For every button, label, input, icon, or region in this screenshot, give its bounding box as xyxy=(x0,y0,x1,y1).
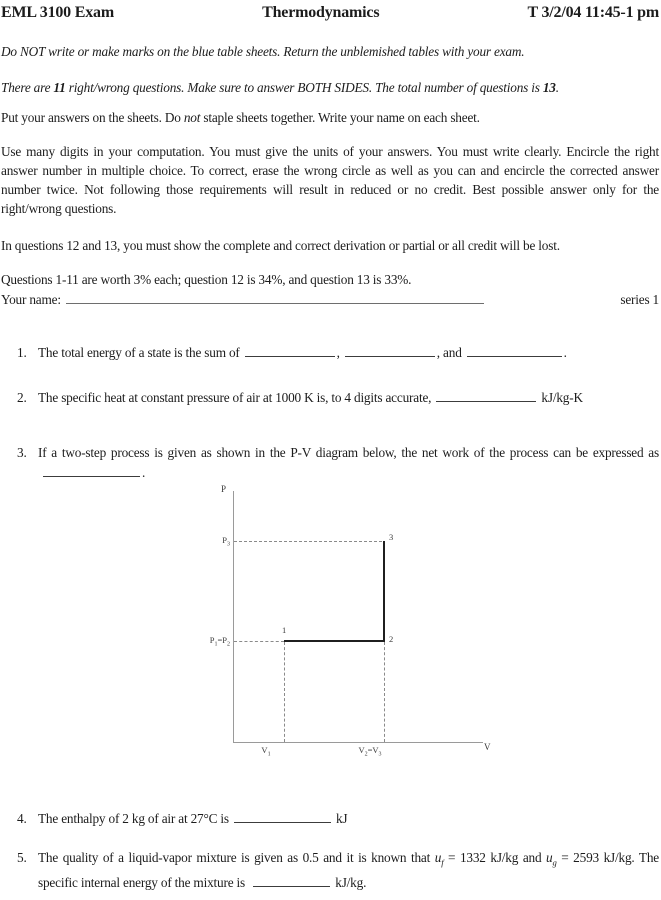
label-run: V xyxy=(372,744,379,755)
point-label-1: 1 xyxy=(282,624,287,635)
question-number: 4. xyxy=(17,810,27,826)
question-run: The enthalpy of 2 kg of air at 27°C is xyxy=(38,810,229,826)
question-text xyxy=(38,809,659,828)
count-right-wrong: 11 xyxy=(53,80,66,96)
y-axis-label: P xyxy=(221,483,227,494)
process-line-2-3 xyxy=(383,541,385,641)
count-total: 13 xyxy=(542,80,556,96)
label-sub: 3 xyxy=(227,541,230,548)
math-sub-g: g xyxy=(552,857,557,868)
question-text xyxy=(38,388,659,407)
question-number: 3. xyxy=(17,445,27,461)
question-run: . xyxy=(563,345,567,361)
math-sub-f: f xyxy=(441,857,444,868)
tick-label-v1 xyxy=(256,746,276,760)
dashed-guide-p3 xyxy=(234,541,382,542)
answer-blank xyxy=(43,466,140,477)
instruction-run: Put your answers on the sheets. Do xyxy=(1,110,184,126)
x-axis-label: V xyxy=(484,741,491,752)
instruction-run: right/wrong questions. Make sure to answer BOTH SIDES. The total number of questions is xyxy=(65,80,543,96)
instruction-answers-on-sheets xyxy=(1,108,659,127)
instruction-derivation: In questions 12 and 13, you must show the complete and correct derivation or partial or all credit will be lost. xyxy=(1,238,560,254)
process-line-1-2 xyxy=(284,640,385,642)
question-run: = 2593 kJ/kg. The specific internal energy of the mixture is xyxy=(38,850,659,890)
question-1 xyxy=(1,343,659,362)
tick-label-v2v3 xyxy=(351,746,389,760)
label-run: V xyxy=(261,744,268,755)
instruction-run: . xyxy=(555,80,559,96)
label-run: P xyxy=(222,534,227,545)
math-var-ug: u xyxy=(546,850,553,866)
question-text xyxy=(38,343,659,362)
exam-course-title: EML 3100 Exam xyxy=(1,4,114,21)
point-label-3: 3 xyxy=(389,531,394,542)
answer-blank-1 xyxy=(245,346,335,357)
label-run: = xyxy=(367,744,373,755)
question-run: = 1332 kJ/kg and xyxy=(443,850,547,866)
x-axis xyxy=(233,742,483,743)
question-text xyxy=(38,848,659,892)
question-3 xyxy=(1,443,659,481)
pv-diagram xyxy=(201,484,521,769)
question-run: , and xyxy=(436,345,462,361)
exam-datetime: T 3/2/04 11:45-1 pm xyxy=(527,4,659,21)
label-run: P xyxy=(222,634,227,645)
y-axis xyxy=(233,491,234,743)
label-sub: 1 xyxy=(214,641,218,648)
instruction-run: There are xyxy=(1,80,54,96)
question-2 xyxy=(1,388,659,407)
unit-label: kJ/kg. xyxy=(335,874,367,890)
math-var-uf: u xyxy=(434,850,442,866)
question-5 xyxy=(1,848,659,892)
question-run: , xyxy=(336,345,340,361)
emphasis-not: not xyxy=(183,110,201,126)
dashed-guide-p1p2 xyxy=(234,641,284,642)
point-label-2: 2 xyxy=(389,633,394,644)
label-sub: 2 xyxy=(364,751,368,758)
answer-blank xyxy=(234,812,331,823)
answer-blank-3 xyxy=(467,346,562,357)
tick-label-p3 xyxy=(201,536,230,550)
label-sub: 2 xyxy=(227,641,230,648)
exam-subject-title: Thermodynamics xyxy=(262,4,380,21)
question-number: 2. xyxy=(17,390,27,406)
answer-blank xyxy=(436,392,536,403)
question-number: 5. xyxy=(17,850,27,866)
label-sub: 3 xyxy=(378,751,382,758)
unit-label: kJ xyxy=(335,810,348,826)
instruction-blue-sheets: Do NOT write or make marks on the blue table sheets. Return the unblemished tables with your exam. xyxy=(1,44,525,59)
label-run: = xyxy=(217,634,223,645)
label-sub: 1 xyxy=(267,751,271,758)
instruction-question-count xyxy=(1,78,659,97)
name-label: Your name: xyxy=(1,291,61,307)
tick-label-p1p2 xyxy=(201,636,230,650)
question-run: If a two-step process is given as shown in the P-V diagram below, the net work of the process can be expressed as xyxy=(38,445,659,461)
label-run: V xyxy=(358,744,365,755)
instruction-grading-weights: Questions 1-11 are worth 3% each; question 12 is 34%, and question 13 is 33%. xyxy=(1,271,412,287)
question-run: The total energy of a state is the sum of xyxy=(38,345,240,361)
answer-blank-2 xyxy=(345,346,435,357)
question-run: The specific heat at constant pressure of air at 1000 K is, to 4 digits accurate, xyxy=(38,390,432,406)
name-blank-line xyxy=(66,293,484,304)
unit-label: kJ/kg-K xyxy=(541,390,583,406)
dashed-guide-v1 xyxy=(284,642,285,742)
answer-blank xyxy=(253,876,330,887)
dashed-guide-v2v3 xyxy=(384,642,385,742)
instruction-computation-rules: Use many digits in your computation. You must give the units of your answers. You must write clearly. Encircle the right answer number in multiple choice. To correct, erase the wrong circle as well as you can and encircle the corrected answer number twice. Not following those requirements will result in reduced or no credit. Best possible answer only for the right/wrong questions. xyxy=(1,143,659,217)
label-run: P xyxy=(209,634,215,645)
question-run: The quality of a liquid-vapor mixture is given as 0.5 and it is known that xyxy=(38,850,435,866)
question-4 xyxy=(1,809,659,828)
question-number: 1. xyxy=(17,345,27,361)
page-header xyxy=(1,3,659,23)
question-run: . xyxy=(142,464,146,480)
series-label: series 1 xyxy=(620,291,659,307)
question-text xyxy=(38,443,659,481)
instruction-run: staple sheets together. Write your name on each sheet. xyxy=(200,110,480,126)
name-row xyxy=(1,290,659,309)
